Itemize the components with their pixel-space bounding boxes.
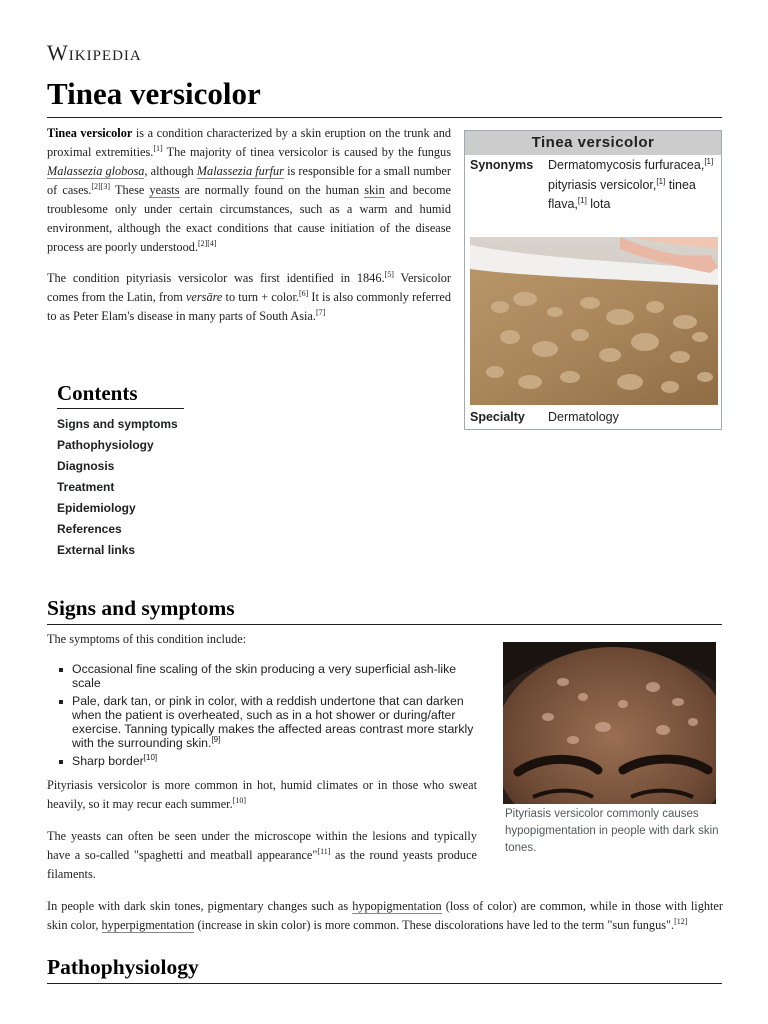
text: The condition pityriasis versicolor was first identified in 1846. bbox=[47, 271, 385, 285]
text: Dermatomycosis furfuracea, bbox=[548, 158, 705, 172]
toc-item-pathophysiology[interactable]: Pathophysiology bbox=[57, 438, 154, 452]
intro-paragraph-2 bbox=[47, 269, 451, 326]
text: Versicolor comes from the Latin, from bbox=[47, 271, 451, 304]
text: is a condition characterized by a skin eruption on the trunk and proximal extremities. bbox=[47, 126, 452, 159]
title-divider bbox=[47, 117, 722, 118]
image-caption: Pityriasis versicolor commonly causes hypopigmentation in people with dark skin tones. bbox=[505, 808, 719, 854]
reference-link[interactable]: [9] bbox=[211, 734, 221, 744]
reference-link[interactable]: [10] bbox=[232, 795, 246, 805]
toc-item-treatment[interactable]: Treatment bbox=[57, 480, 115, 494]
text: Occasional fine scaling of the skin producing a very superficial ash-like scale bbox=[72, 662, 457, 690]
text: (increase in skin color) is more common. These discolorations have led to the term "sun fungus". bbox=[194, 918, 675, 932]
link-yeasts[interactable]: yeasts bbox=[149, 183, 180, 197]
signs-intro: The symptoms of this condition include: bbox=[47, 632, 247, 646]
link-skin[interactable]: skin bbox=[364, 183, 385, 197]
toc-title: Contents bbox=[57, 381, 138, 405]
reference-link[interactable]: [11] bbox=[317, 846, 331, 856]
reference-link[interactable]: [6] bbox=[298, 288, 309, 298]
specialty-label: Specialty bbox=[470, 410, 525, 424]
toc-item-signs-and-symptoms[interactable]: Signs and symptoms bbox=[57, 417, 178, 431]
reference-link[interactable]: [1] bbox=[577, 195, 587, 205]
toc-item-epidemiology[interactable]: Epidemiology bbox=[57, 501, 136, 515]
synonyms-label: Synonyms bbox=[470, 158, 534, 172]
text: These bbox=[110, 183, 150, 197]
signs-paragraph-3 bbox=[47, 897, 723, 935]
reference-link[interactable]: [1] bbox=[153, 143, 163, 153]
text: Pityriasis versicolor is more common in hot, humid climates or in those who sweat heavily, so it may recur each summer. bbox=[47, 778, 477, 811]
reference-link[interactable]: [4] bbox=[207, 238, 217, 248]
signs-paragraph-1 bbox=[47, 776, 477, 814]
toc-item-external-links[interactable]: External links bbox=[57, 543, 136, 557]
logo-text: Wikipedia bbox=[47, 40, 142, 65]
forehead-photo-image[interactable] bbox=[503, 642, 716, 804]
reference-link[interactable]: [1] bbox=[704, 156, 714, 166]
text: The majority of tinea versicolor is caused by the fungus bbox=[162, 145, 451, 159]
text: tinea flava, bbox=[548, 177, 696, 211]
link-malassezia-furfur[interactable]: Malassezia furfur bbox=[196, 164, 284, 178]
page-title: Tinea versicolor bbox=[47, 76, 261, 111]
text: Sharp border bbox=[72, 754, 144, 768]
intro-paragraph-1 bbox=[47, 124, 451, 257]
reference-link[interactable]: [2] bbox=[91, 181, 101, 191]
signs-paragraph-2 bbox=[47, 827, 477, 884]
section-heading-signs: Signs and symptoms bbox=[47, 596, 235, 620]
link-hyperpigmentation[interactable]: hyperpigmentation bbox=[101, 918, 195, 932]
reference-link[interactable]: [1] bbox=[656, 176, 666, 186]
text: is responsible for a small number of cases. bbox=[47, 164, 451, 197]
wikipedia-logo[interactable] bbox=[47, 40, 142, 66]
trunk-photo-image[interactable] bbox=[470, 237, 718, 405]
section-divider bbox=[47, 983, 722, 984]
bold-term: Tinea versicolor bbox=[47, 126, 133, 140]
reference-link[interactable]: [2] bbox=[197, 238, 208, 248]
text: In people with dark skin tones, pigmentary changes such as bbox=[47, 899, 353, 913]
infobox bbox=[464, 130, 722, 430]
reference-link[interactable]: [12] bbox=[674, 916, 688, 926]
reference-link[interactable]: [10] bbox=[143, 752, 158, 762]
toc-list bbox=[57, 414, 257, 561]
text: The yeasts can often be seen under the microscope within the lesions and typically have a so-called "spaghetti and meatball appearance" bbox=[47, 829, 477, 862]
reference-link[interactable]: [3] bbox=[100, 181, 111, 191]
text: Pale, dark tan, or pink in color, with a reddish undertone that can darken when the patient is overheated, such as in a hot shower or during/after exercise. Tanning typically makes the affected areas contrast more starkly with the surrounding skin. bbox=[72, 694, 474, 750]
list-item bbox=[56, 662, 486, 690]
link-hypopigmentation[interactable]: hypopigmentation bbox=[352, 899, 442, 913]
list-item bbox=[56, 694, 486, 750]
text: lota bbox=[586, 197, 611, 211]
text: It is also commonly referred to as Peter Elam's disease in many parts of South Asia. bbox=[47, 290, 451, 323]
table-of-contents bbox=[57, 380, 257, 561]
text: are normally found on the human bbox=[179, 183, 365, 197]
text: (loss of color) are common, while in those with lighter skin color, bbox=[47, 899, 723, 932]
reference-link[interactable]: [7] bbox=[315, 307, 326, 317]
text: pityriasis versicolor, bbox=[548, 177, 657, 192]
text: as the round yeasts produce filaments. bbox=[47, 848, 477, 881]
symptoms-list bbox=[56, 662, 486, 772]
text: , although bbox=[144, 164, 197, 178]
infobox-title: Tinea versicolor bbox=[465, 131, 721, 155]
toc-item-references[interactable]: References bbox=[57, 522, 122, 536]
section-divider bbox=[47, 624, 722, 625]
italic-word: versāre bbox=[185, 290, 223, 304]
list-item bbox=[56, 754, 486, 768]
text: and become troublesome only under certain circumstances, such as a warm and humid environment, although the exact conditions that cause initiation of the disease process are poorly understood. bbox=[47, 183, 451, 254]
link-malassezia-globosa[interactable]: Malassezia globosa bbox=[47, 164, 145, 178]
text: to turn + color. bbox=[222, 290, 299, 304]
specialty-value[interactable]: Dermatology bbox=[548, 410, 619, 424]
synonyms-value bbox=[548, 156, 716, 215]
toc-divider bbox=[57, 408, 184, 409]
reference-link[interactable]: [5] bbox=[384, 269, 394, 279]
toc-item-diagnosis[interactable]: Diagnosis bbox=[57, 459, 115, 473]
section-heading-pathophysiology: Pathophysiology bbox=[47, 955, 199, 979]
